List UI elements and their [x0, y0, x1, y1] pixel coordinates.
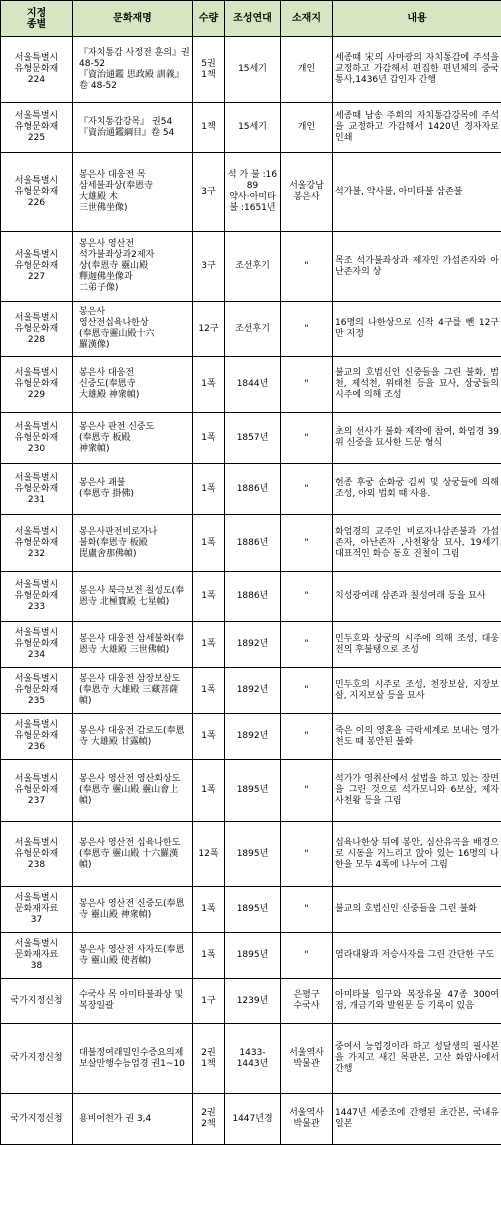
quantity-cell: 1폭 [193, 668, 225, 714]
table-row [1, 515, 501, 572]
table-row [1, 1024, 501, 1094]
era-cell: 1892년 [225, 714, 281, 760]
location-cell: " [281, 302, 333, 357]
quantity-cell: 1폭 [193, 515, 225, 572]
location-cell: " [281, 714, 333, 760]
description-cell: 십육나한상 뒤에 봉안, 심산유곡을 배경으로 시동을 거느리고 앉아 있는 16명의 나한을 모두 4폭에 나누어 그림 [333, 822, 501, 887]
location-cell: " [281, 464, 333, 515]
era-cell: 1447년경 [225, 1094, 281, 1145]
heritage-name-cell: 봉은사 판전 신중도 (奉恩寺 板殿 神衆幀) [73, 413, 193, 464]
designation-cell: 서울특별시 유형문화재 229 [1, 357, 73, 413]
table-row [1, 887, 501, 933]
quantity-cell: 1폭 [193, 464, 225, 515]
header-designation [1, 1, 73, 37]
table-row [1, 103, 501, 153]
era-cell: 1433- 1443년 [225, 1024, 281, 1094]
description-cell: 1447년 세종조에 간행된 초간본, 국내유일본 [333, 1094, 501, 1145]
description-cell: 화엄경의 교주인 비로자나삼존불과 가섭존자, 아난존자 ,사천왕상 묘사, 19세기 대표적인 화승 동호 진철이 그림 [333, 515, 501, 572]
quantity-cell: 5권 1책 [193, 37, 225, 103]
era-cell: 15세기 [225, 37, 281, 103]
description-cell: 석가가 영취산에서 설법을 하고 있는 장면을 그린 것으로 석가모니와 6보살, 제자 사천왕 등을 그림 [333, 760, 501, 822]
description-cell: 16명의 나한상으로 신작 4구를 뺀 12구만 지정 [333, 302, 501, 357]
heritage-name-cell: 봉은사 북극보전 칠성도(奉恩寺 北極寶殿 七星幀) [73, 572, 193, 622]
table-row [1, 413, 501, 464]
era-cell: 1892년 [225, 668, 281, 714]
era-cell: 1857년 [225, 413, 281, 464]
designation-cell: 서울특별시 문화재자료 38 [1, 933, 73, 979]
quantity-cell: 2권 2책 [193, 1094, 225, 1145]
heritage-name-cell: 봉은사 영산전 신중도(奉恩寺 靈山殿 神衆幀) [73, 887, 193, 933]
table-row [1, 1094, 501, 1145]
era-cell: 조선후기 [225, 302, 281, 357]
designation-cell: 서울특별시 문화재자료 37 [1, 887, 73, 933]
table-row [1, 153, 501, 232]
designation-cell: 서울특별시 유형문화재 234 [1, 622, 73, 668]
era-cell: 1895년 [225, 933, 281, 979]
quantity-cell: 12구 [193, 302, 225, 357]
location-cell: " [281, 822, 333, 887]
quantity-cell: 1폭 [193, 622, 225, 668]
quantity-cell: 1폭 [193, 357, 225, 413]
era-cell: 15세기 [225, 103, 281, 153]
era-cell: 1239년 [225, 979, 281, 1024]
table-row [1, 668, 501, 714]
quantity-cell: 1구 [193, 979, 225, 1024]
description-cell: 석가불, 약사불, 아미타불 삼존불 [333, 153, 501, 232]
location-cell: 개인 [281, 103, 333, 153]
era-cell: 1886년 [225, 464, 281, 515]
heritage-name-cell: 수국사 목 아미타불좌상 및 복장일괄 [73, 979, 193, 1024]
location-cell: 서울역사 박물관 [281, 1024, 333, 1094]
era-cell: 1895년 [225, 887, 281, 933]
table-row [1, 933, 501, 979]
designation-cell: 국가지정신청 [1, 1024, 73, 1094]
quantity-cell: 1폭 [193, 760, 225, 822]
description-cell: 목조 석가불좌상과 제자인 가섭존자와 아난존자의 상 [333, 232, 501, 302]
designation-cell: 서울특별시 유형문화재 235 [1, 668, 73, 714]
heritage-name-cell: 봉은사 대웅전 감로도(奉恩寺 大雄殿 甘露幀) [73, 714, 193, 760]
location-cell: 은평구 수국사 [281, 979, 333, 1024]
era-cell: 조선후기 [225, 232, 281, 302]
description-cell: 헌종 후궁 순화궁 김씨 및 상궁들에 의해 조성, 야외 법회 때 사용. [333, 464, 501, 515]
designation-cell: 서울특별시 유형문화재 238 [1, 822, 73, 887]
description-cell: 세종때 남송 주희의 자치통감강목에 주석을 교정하고 가감해서 1420년 경자자로 인쇄 [333, 103, 501, 153]
era-cell: 1886년 [225, 572, 281, 622]
description-cell: 아미타불 일구와 복장유물 47종 300여점, 개금기와 발원문 등 기록이 있음 [333, 979, 501, 1024]
heritage-name-cell: 봉은사 대웅전 목 삼세불좌상(奉恩寺 大雄殿 木 三世佛坐像) [73, 153, 193, 232]
table-row [1, 357, 501, 413]
heritage-name-cell: 봉은사 영산전 영산회상도(奉恩寺 靈山殿 靈山會上幀) [73, 760, 193, 822]
designation-cell: 서울특별시 유형문화재 226 [1, 153, 73, 232]
era-cell: 1895년 [225, 760, 281, 822]
era-cell: 1844년 [225, 357, 281, 413]
heritage-name-cell: 봉은사 괘불 (奉恩寺 掛佛) [73, 464, 193, 515]
location-cell: " [281, 668, 333, 714]
quantity-cell: 3구 [193, 232, 225, 302]
designation-cell: 서울특별시 유형문화재 227 [1, 232, 73, 302]
heritage-name-cell: 봉은사판전비로자나 불화(奉恩寺 板殿 毘盧舍那佛幀) [73, 515, 193, 572]
designation-cell: 서울특별시 유형문화재 233 [1, 572, 73, 622]
quantity-cell: 3구 [193, 153, 225, 232]
designation-cell: 서울특별시 유형문화재 228 [1, 302, 73, 357]
description-cell: 민두호의 시주로 조성, 천장보살, 지장보살, 지지보살 등을 묘사 [333, 668, 501, 714]
heritage-name-cell: 대불정여래밀인수증요의제보살만행수능엄경 권1~10 [73, 1024, 193, 1094]
designation-cell: 서울특별시 유형문화재 230 [1, 413, 73, 464]
era-cell: 석 가 불 :1689 약사·아미타 불 :1651년 [225, 153, 281, 232]
table-row [1, 464, 501, 515]
heritage-name-cell: 봉은사 대웅전 신중도(奉恩寺 大雄殿 神衆幀) [73, 357, 193, 413]
table-row [1, 714, 501, 760]
description-cell: 치성광여래 삼존과 칠성여래 등을 묘사 [333, 572, 501, 622]
heritage-name-cell: 봉은사 영산전 십육나한도(奉恩寺 靈山殿 十六羅漢幀) [73, 822, 193, 887]
heritage-name-cell: 용비어천가 권 3,4 [73, 1094, 193, 1145]
quantity-cell: 1폭 [193, 933, 225, 979]
location-cell: " [281, 232, 333, 302]
location-cell: " [281, 572, 333, 622]
heritage-name-cell: 봉은사 대웅전 삼장보살도(奉恩寺 大雄殿 三藏菩薩幀) [73, 668, 193, 714]
table-row [1, 760, 501, 822]
description-cell: 불교의 호법신인 신중들을 그린 불화 [333, 887, 501, 933]
quantity-cell: 12폭 [193, 822, 225, 887]
description-cell: 불교의 호법신인 신중들을 그린 불화, 범천, 제석천, 위태천 등을 묘사, 상궁들의 시주에 의해 조성 [333, 357, 501, 413]
designation-cell: 서울특별시 유형문화재 231 [1, 464, 73, 515]
description-cell: 세종때 宋의 사마광의 자치통감에 주석을 교정하고 가감해서 편집한 편년체의 중국통사,1436년 갑인자 간행 [333, 37, 501, 103]
heritage-name-cell: 봉은사 영산전십육나한상 (奉恩寺靈山殿十六 羅漢像) [73, 302, 193, 357]
quantity-cell: 1폭 [193, 413, 225, 464]
location-cell: " [281, 515, 333, 572]
description-cell: 염라대왕과 저승사자를 그린 간단한 구도 [333, 933, 501, 979]
era-cell: 1892년 [225, 622, 281, 668]
heritage-name-cell: 봉은사 영산전 석가불좌상과2제자 상(奉恩寺 靈山殿 釋迦佛坐像과 二弟子像) [73, 232, 193, 302]
location-cell: " [281, 413, 333, 464]
header-description: 내용 [333, 1, 501, 37]
header-row [1, 1, 501, 37]
location-cell: " [281, 622, 333, 668]
designation-cell: 서울특별시 유형문화재 237 [1, 760, 73, 822]
heritage-name-cell: 봉은사 대웅전 삼세불화(奉恩寺 大雄殿 三世佛幀) [73, 622, 193, 668]
description-cell: 초의 선사가 불화 제작에 참여, 화엄경 39위 신중을 묘사한 드문 형식 [333, 413, 501, 464]
designation-cell: 서울특별시 유형문화재 236 [1, 714, 73, 760]
description-cell: 민두호와 상궁의 시주에 의해 조성, 대웅전의 후불탱으로 조성 [333, 622, 501, 668]
designation-cell: 서울특별시 유형문화재 225 [1, 103, 73, 153]
quantity-cell: 1책 [193, 103, 225, 153]
heritage-name-cell: 『자치통감 사정전 훈의』권 48-52 『資治通鑑 思政殿 訓義』 卷 48-52 [73, 37, 193, 103]
era-cell: 1895년 [225, 822, 281, 887]
designation-cell: 국가지정신청 [1, 1094, 73, 1145]
quantity-cell: 1폭 [193, 714, 225, 760]
location-cell: 서울강남 봉은사 [281, 153, 333, 232]
table-row [1, 302, 501, 357]
table-row [1, 622, 501, 668]
table-row [1, 979, 501, 1024]
designation-cell: 서울특별시 유형문화재 232 [1, 515, 73, 572]
location-cell: " [281, 887, 333, 933]
quantity-cell: 1폭 [193, 572, 225, 622]
location-cell: 서울역사 박물관 [281, 1094, 333, 1145]
location-cell: " [281, 933, 333, 979]
header-era: 조성연대 [225, 1, 281, 37]
header-quantity: 수량 [193, 1, 225, 37]
table-row [1, 232, 501, 302]
heritage-name-cell: 봉은사 영산전 사자도(奉恩寺 靈山殿 使者幀) [73, 933, 193, 979]
designation-cell: 국가지정신청 [1, 979, 73, 1024]
table-row [1, 822, 501, 887]
era-cell: 1886년 [225, 515, 281, 572]
table-body [1, 37, 501, 1145]
table-row [1, 37, 501, 103]
designation-cell: 서울특별시 유형문화재 224 [1, 37, 73, 103]
description-cell: 중여서 능엄경이라 하고 성달생의 필사본을 가지고 새긴 목판본, 고산 화암사에서 간행 [333, 1024, 501, 1094]
header-designation-label: 지정 종별 [26, 7, 47, 30]
location-cell: " [281, 760, 333, 822]
quantity-cell: 1폭 [193, 887, 225, 933]
heritage-name-cell: 『자치통감강목』 권54『資治通鑑綱目』卷 54 [73, 103, 193, 153]
quantity-cell: 2권 1책 [193, 1024, 225, 1094]
table-row [1, 572, 501, 622]
location-cell: " [281, 357, 333, 413]
description-cell: 죽은 이의 영혼을 극락세계로 보내는 영가천도 때 봉안된 불화 [333, 714, 501, 760]
header-name: 문화재명 [73, 1, 193, 37]
header-location: 소재지 [281, 1, 333, 37]
location-cell: 개인 [281, 37, 333, 103]
